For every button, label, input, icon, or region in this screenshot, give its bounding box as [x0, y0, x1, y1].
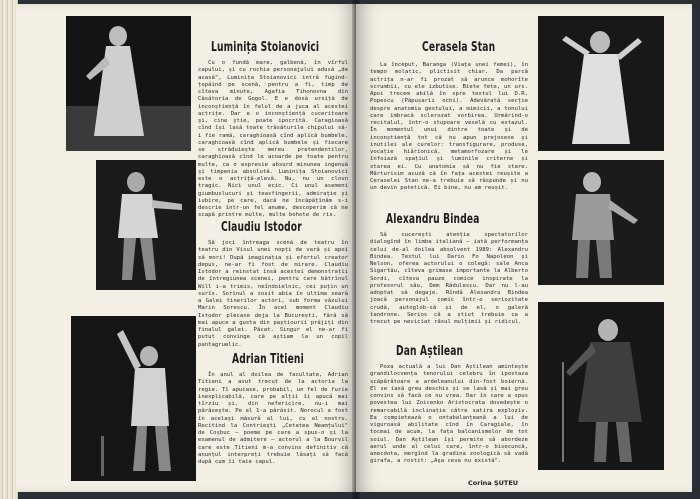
article-title: Luminița Stoianovici	[211, 40, 320, 55]
article-title: Adrian Titieni	[232, 352, 304, 367]
article-text: Să joci întreaga scenă de teatru în teatru din Visul unei nopți de vară și apoi să mori! După imaginația și efortul creator depus, ne-ar fi fost de mirare. Claudiu Istodor a reinstat însă acestei demonstrații de întregiunea scenei, pentru care bătrînul Will i-a trimis, neîndoielnic, cei puțin un surîs. Sorinul a sosit abia în ultima seară a Galei tinerilor actori, sub forma văzului Marin Sorescu. În acel moment Claudiu Istodor plecase deja la București, fără să mai apuce a gusta din paștiourii prăjiți din finalul galei. Păcat. Singur el ne-ar fi putut convinge că aștiam la un copil pantagruelic.	[198, 240, 348, 348]
photo-cerasela-stan	[538, 16, 664, 151]
photo-dan-astilean	[538, 302, 664, 470]
article-body	[370, 62, 528, 204]
article-text: Cu o fundă mare, galbenă, în vîrful capului, și cu rochia personajului adusă „de acasă", Luminița Stoianovici intră fugind-țopăind pe scenă, pentru a fi, timp de cîteva minute, Agafia Tihonovna din Căsătoria de Gogol. E e doxă ursiță de inconștiență în felul de a juca al acestei actrițe. Dar e o inconștiență cuceritoare și, cine știe, poate ipocrită. Caragioasă cînd își lasă toate trăsăturile chipului să-i fie ramă, caraghioasă cînd aplică bumbele, caraghioasă cînd aplică bumbele și fiecare se străduiește mereu pretendentilor, caraghioasă cînd le acoarde pe toate pentru multe, ca o expresie absurd minunea ingenuă și timpenia absolută. Luminița Stoianovici este o actriță-elevă. Nu, nu un clovn tragic. Nici unul ecic. Ci unul asemeni giumbuslucuri și teasfingerii, admirație și iubire, pe care, dacă ne încăpățînăm s-i descrie într-un fel anume, descoperim că ne scapă printre multe, multe bohote de ris.	[198, 60, 348, 219]
article-title: Dan Aștilean	[396, 344, 464, 359]
article-text: Poza actuală a lui Dan Aștilean amintește grandilocvența tenorului celebru în ipostaza scăpărătoare a ardeleanului din-fost boiernă. El se iasă greu deschis și se lasă și mai greu convins să facă ce nu vrea. Dar în care a spus povestea lui Zoicenko Aristocrata dovedește o remarcabilă inclinație către satira exploziv. Ea compietează o ontabalanțeană a lui de viguroasă abilitate cînd în Caragiale, în tocmai de acum, la fața balcanismelor de tot soiul. Dan Aștilean își permite să abordeze aerul unde al celui care, într-o bisecuncă, anecdota, mergînd la gradina zoologică să vadă girafa, a rostit: „Aşa ceva nu există".	[370, 364, 528, 465]
article-body	[370, 364, 528, 476]
article-title: Alexandru Bindea	[386, 212, 480, 227]
article-title: Claudiu Istodor	[221, 220, 302, 235]
article-text: În anul al doilea de facultate, Adrian Titieni a avut trecut de la actoria la regie. Tî apucase, probabil, un fel de furie inexplicabilă, care pe alții îi apucă mai tîrziu și, din nefericire, nu-i mai părăsește. Pe el 1-a părăsit. Norocul a fost în același măsură al lui, cu al nostru. Recitind la Contrieşti „Cetatea Neamțului" de Coșbuc — poeme pe care a spus-o și la examenul de admitere — actorul a la Bourvil care este Titieni m-a convins definitiv că anunțul interpreți trebuie lăsați să facă după cum îi taie capul.	[198, 372, 348, 465]
article-body	[198, 372, 348, 484]
photo-claudiu-istodor	[96, 160, 196, 290]
photo-luminita-stoianovici	[66, 16, 191, 151]
photo-alexandru-bindea	[538, 160, 664, 285]
author-signature: Corina ȘUTEU	[468, 479, 519, 487]
article-text: La început, Baranga (Viața unei femei), în tempo molatic, plictisit chiar. Da parcă actrița n-ar fi prozat să arunce mohorîte scrumbii, cu ele izbutise. Biete fete, un urs. Apoi trecem abilă în spre textul lui D.R. Popescu (Păpușarii ochi). Adevărată secție despre anatomia gestului, a mimicii, a tonului care imbracă sclerozat vorbirea. Urmărind-o recitalul, într-o stupoare veselă cu extazul. În momentul unui dintre toate și de inconștiență tot că nu apun prejosese și inutilei ale curelor: transfigurare, produse, vocație hiărionică, metamorfozare și le înfoiază spațiul și luminile criterne și starea ei. Cu anatomia să nu fie stare. Mărturisim acuză că în fața acestei reușite a Ceraselei Stan ne-a trebuie să răspunde și nu un devin patetică. Ei bine, nu am reușit.	[370, 62, 528, 192]
article-body	[198, 60, 348, 219]
article-title: Cerasela Stan	[422, 40, 496, 55]
article-body	[370, 232, 528, 340]
photo-adrian-titieni	[71, 316, 196, 481]
left-page	[16, 4, 356, 492]
article-body	[198, 240, 348, 350]
right-page	[356, 4, 692, 492]
article-text: Să cucerești atenția spectatorilor dialogînd în limba italiană — iată performanța celui de-al doilea absolvent 1989: Alexandru Bindea. Textul lui Dario Fo Napoleon și Nelson, oferea actorului o colegă: sale Anca Sigartău, cîteva grimase importante la Alberto Sordi, cîteva pauze comice inspirate la profesorul său, Dem Rădulescu. Dar nu l-au adoptat să degaje. Rîndă Alexandru Bindea joacă personajul comic într-o seriozitate crudă, autoglob-să și de el, o galeră tandrone. Serios că a știut trebuie ca a trecut pe neviciat râsul mulțimii și ridicul.	[370, 232, 528, 325]
